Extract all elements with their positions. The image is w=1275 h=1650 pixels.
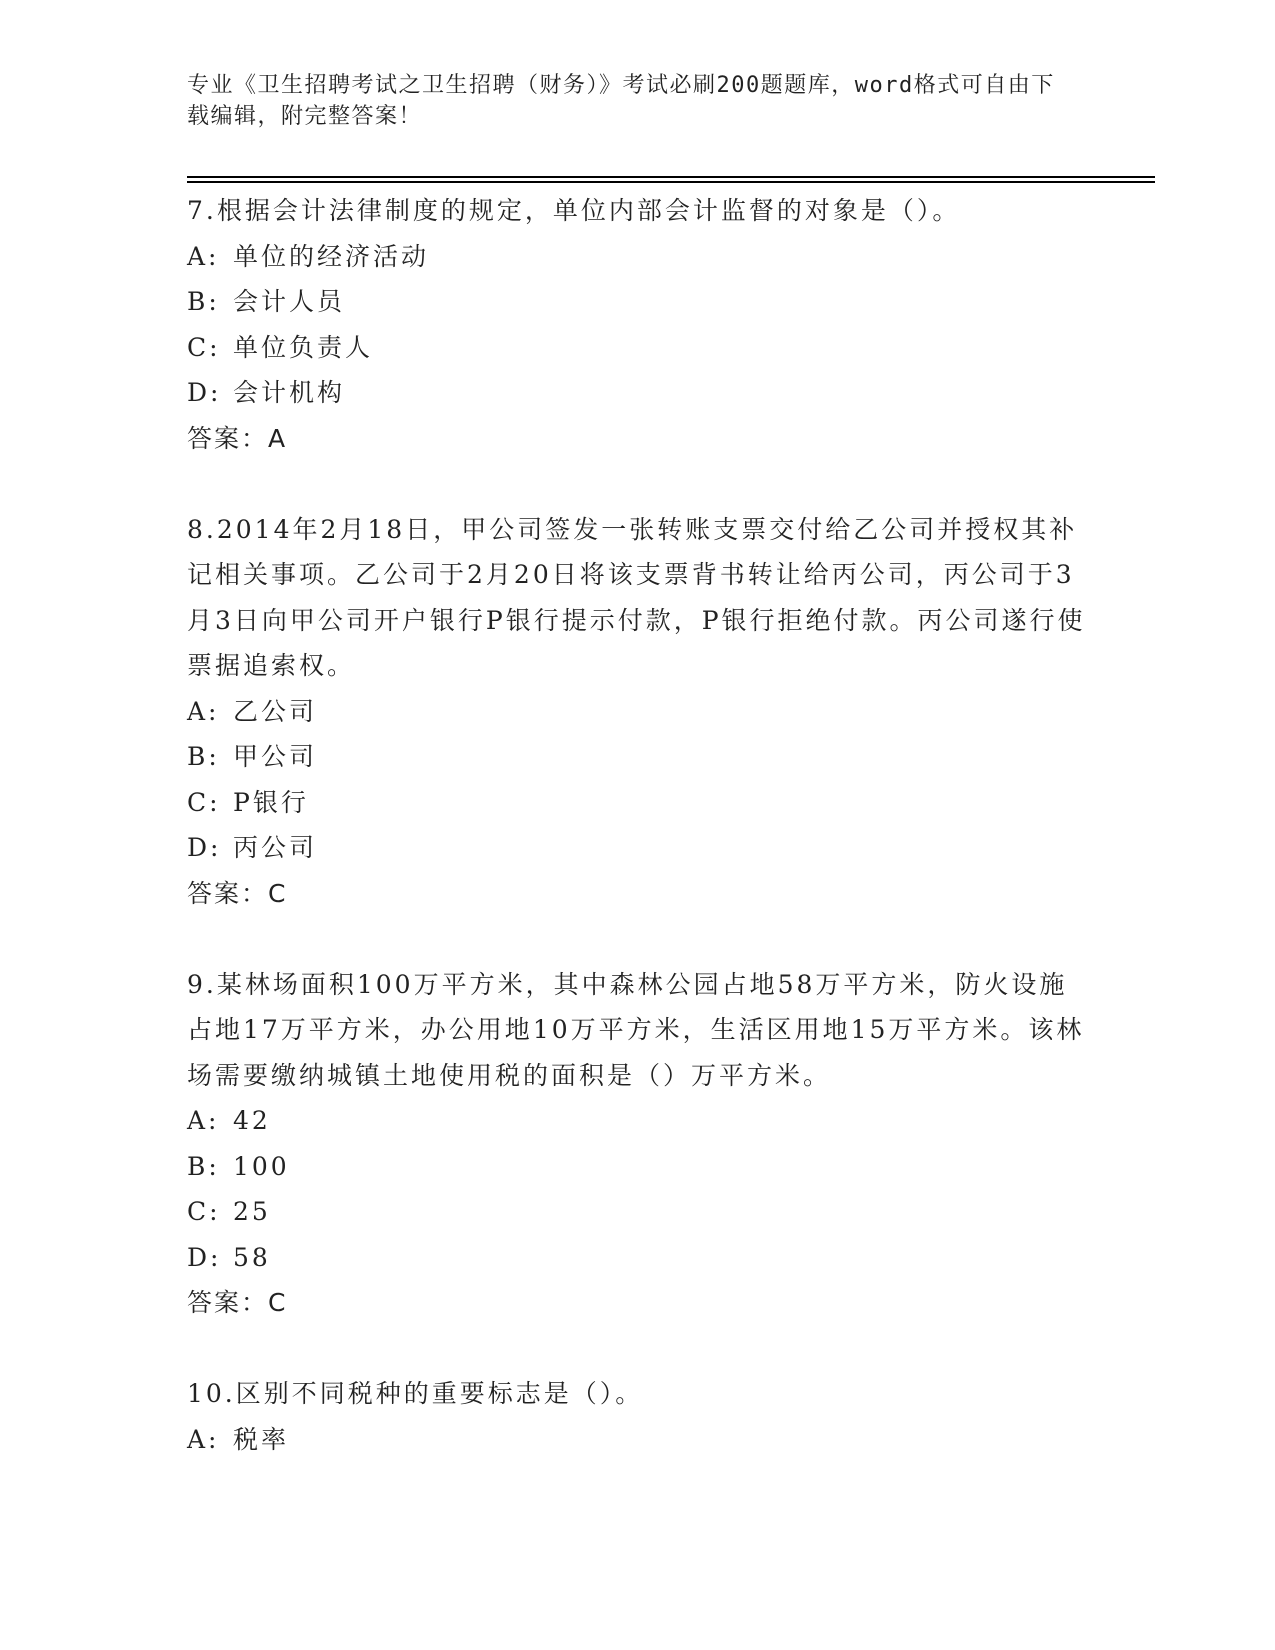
option-text: 会计机构 bbox=[233, 378, 346, 407]
option-b bbox=[187, 279, 1087, 325]
question-9 bbox=[187, 962, 1087, 1326]
option-text: 25 bbox=[233, 1197, 271, 1226]
option-letter: A: bbox=[187, 241, 220, 271]
question-text: 8.2014年2月18日，甲公司签发一张转账支票交付给乙公司并授权其补记相关事项。乙公司于2月20日将该支票背书转让给丙公司，丙公司于3月3日向甲公司开户银行P银行提示付款，P银行拒绝付款。丙公司遂行使票据追索权。 bbox=[187, 514, 1086, 680]
option-letter: B: bbox=[187, 287, 220, 316]
option-text: 丙公司 bbox=[233, 833, 318, 862]
option-text: 42 bbox=[233, 1106, 271, 1135]
question-list bbox=[187, 188, 1087, 1462]
option-text: 单位的经济活动 bbox=[233, 241, 430, 271]
option-a bbox=[187, 689, 1087, 735]
question-7 bbox=[187, 188, 1087, 461]
answer-text: 答案：A bbox=[187, 423, 288, 453]
option-text: P银行 bbox=[233, 787, 309, 817]
option-c bbox=[187, 780, 1087, 826]
option-a bbox=[187, 234, 1087, 280]
question-spacer bbox=[187, 916, 1087, 962]
answer-text: 答案：C bbox=[187, 878, 288, 908]
option-a bbox=[187, 1098, 1087, 1144]
option-letter: A: bbox=[187, 696, 220, 726]
option-letter: C: bbox=[187, 1197, 221, 1226]
question-spacer bbox=[187, 1326, 1087, 1372]
header-rule-top bbox=[187, 176, 1155, 178]
option-letter: D: bbox=[187, 1242, 222, 1272]
question-text: 9.某林场面积100万平方米，其中森林公园占地58万平方米，防火设施占地17万平方米，办公用地10万平方米，生活区用地15万平方米。该林场需要缴纳城镇土地使用税的面积是（）万平方米。 bbox=[187, 969, 1085, 1090]
option-letter: A: bbox=[187, 1106, 220, 1135]
option-d bbox=[187, 1235, 1087, 1281]
question-spacer bbox=[187, 461, 1087, 507]
option-letter: D: bbox=[187, 378, 222, 407]
question-text: 10.区别不同税种的重要标志是（）。 bbox=[187, 1379, 644, 1408]
option-letter: A: bbox=[187, 1424, 220, 1454]
document-header: 专业《卫生招聘考试之卫生招聘（财务）》考试必刷200题题库，word格式可自由下载编辑，附完整答案！ bbox=[187, 73, 1055, 129]
question-text: 7.根据会计法律制度的规定，单位内部会计监督的对象是（）。 bbox=[187, 196, 961, 225]
option-text: 58 bbox=[233, 1242, 271, 1272]
option-d bbox=[187, 370, 1087, 416]
option-d bbox=[187, 825, 1087, 871]
option-c bbox=[187, 325, 1087, 371]
option-a bbox=[187, 1417, 1087, 1463]
option-letter: B: bbox=[187, 1151, 220, 1181]
question-8 bbox=[187, 507, 1087, 917]
option-b bbox=[187, 1144, 1087, 1190]
option-text: 乙公司 bbox=[233, 696, 318, 726]
option-text: 甲公司 bbox=[233, 742, 318, 771]
question-10 bbox=[187, 1371, 1087, 1462]
option-letter: C: bbox=[187, 332, 221, 362]
answer-text: 答案：C bbox=[187, 1288, 288, 1317]
option-letter: C: bbox=[187, 787, 221, 817]
option-letter: B: bbox=[187, 742, 220, 771]
option-text: 税率 bbox=[233, 1424, 290, 1454]
header-rule-bottom bbox=[187, 181, 1155, 183]
option-b bbox=[187, 734, 1087, 780]
option-text: 会计人员 bbox=[233, 287, 346, 316]
option-letter: D: bbox=[187, 833, 222, 862]
option-text: 单位负责人 bbox=[233, 332, 374, 362]
option-c bbox=[187, 1189, 1087, 1235]
option-text: 100 bbox=[233, 1151, 290, 1181]
